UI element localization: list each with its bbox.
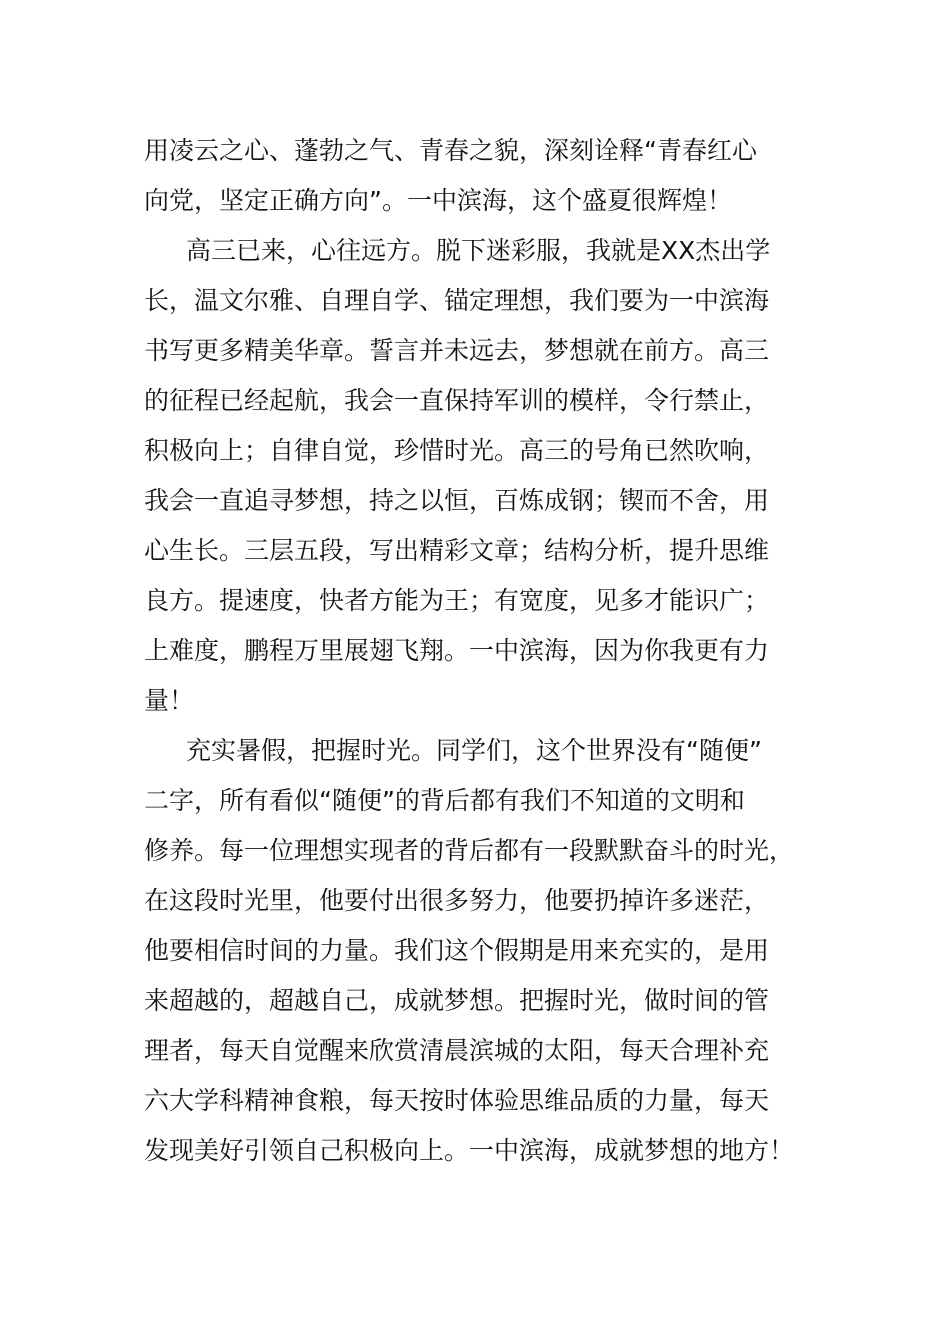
document-body <box>144 126 824 1176</box>
text-line: 积极向上；自律自觉，珍惜时光。高三的号角已然吹响， <box>144 436 770 465</box>
text-line: 发现美好引领自己积极向上。一中滨海，成就梦想的地方！ <box>144 1136 795 1165</box>
text-line: 心生长。三层五段，写出精彩文章；结构分析，提升思维 <box>144 536 770 565</box>
text-line: 充实暑假，把握时光。同学们，这个世界没有“随便” <box>186 736 762 765</box>
text-line: 我会一直追寻梦想，持之以恒，百炼成钢；锲而不舍，用 <box>144 486 770 515</box>
text-line: 在这段时光里，他要付出很多努力，他要扔掉许多迷茫， <box>144 886 770 915</box>
text-line: 他要相信时间的力量。我们这个假期是用来充实的，是用 <box>144 936 770 965</box>
text-line: 的征程已经起航，我会一直保持军训的模样，令行禁止， <box>144 386 770 415</box>
paragraph <box>144 726 824 1176</box>
text-line: 良方。提速度，快者方能为王；有宽度，见多才能识广； <box>144 586 770 615</box>
paragraph <box>144 126 824 226</box>
text-line: 二字，所有看似“随便”的背后都有我们不知道的文明和 <box>144 786 745 815</box>
text-line: 上难度，鹏程万里展翅飞翔。一中滨海，因为你我更有力 <box>144 636 770 665</box>
text-line: 修养。每一位理想实现者的背后都有一段默默奋斗的时光， <box>144 836 795 865</box>
text-line: 用凌云之心、蓬勃之气、青春之貌，深刻诠释“青春红心 <box>144 136 757 165</box>
text-line: 向党，坚定正确方向”。一中滨海，这个盛夏很辉煌！ <box>144 186 732 215</box>
text-line: 来超越的，超越自己，成就梦想。把握时光，做时间的管 <box>144 986 770 1015</box>
text-line: 长，温文尔雅、自理自学、锚定理想，我们要为一中滨海 <box>144 286 770 315</box>
text-line: 高三已来，心往远方。脱下迷彩服，我就是XX杰出学 <box>186 236 771 265</box>
text-line: 书写更多精美华章。誓言并未远去，梦想就在前方。高三 <box>144 336 770 365</box>
text-line: 六大学科精神食粮，每天按时体验思维品质的力量，每天 <box>144 1086 770 1115</box>
text-line: 量！ <box>144 686 195 715</box>
paragraph <box>144 226 824 726</box>
text-line: 理者，每天自觉醒来欣赏清晨滨城的太阳，每天合理补充 <box>144 1036 770 1065</box>
